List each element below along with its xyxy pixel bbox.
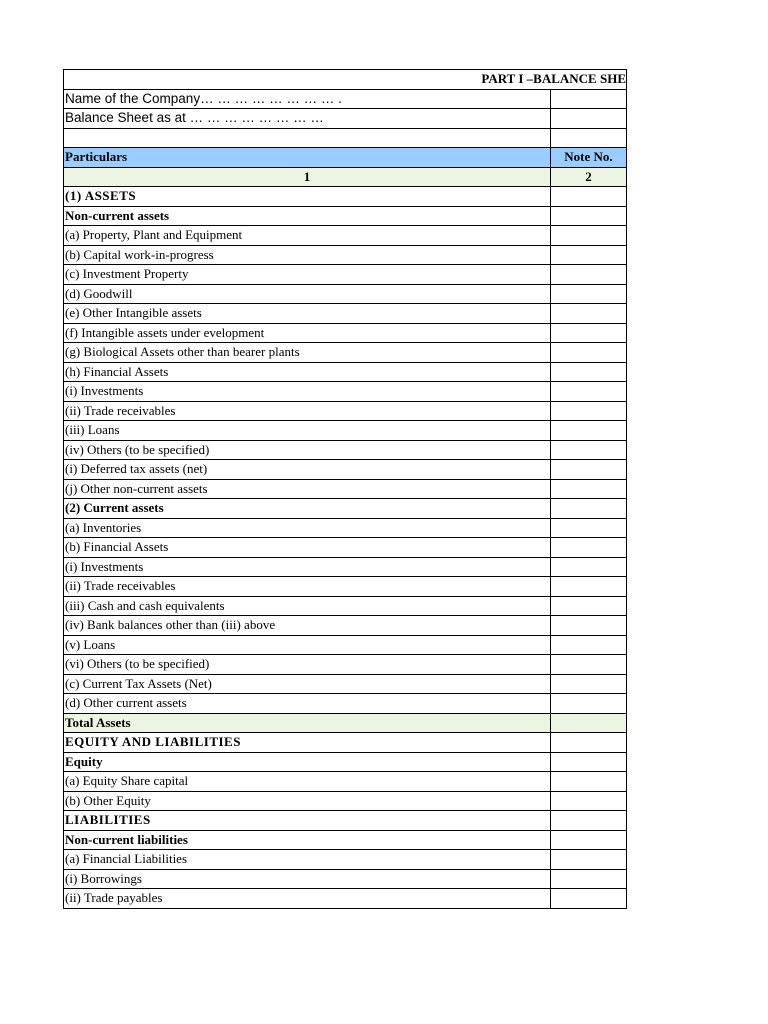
line-item-label[interactable]: EQUITY AND LIABILITIES xyxy=(64,733,551,753)
line-item-row xyxy=(64,479,627,499)
line-item-note-cell[interactable] xyxy=(551,518,627,538)
line-item-row xyxy=(64,752,627,772)
balance-sheet-table xyxy=(63,69,627,909)
line-item-label[interactable]: (b) Financial Assets xyxy=(64,538,551,558)
line-item-note-cell[interactable] xyxy=(551,694,627,714)
line-item-row xyxy=(64,596,627,616)
line-item-note-cell[interactable] xyxy=(551,616,627,636)
line-item-row xyxy=(64,616,627,636)
line-item-note-cell[interactable] xyxy=(551,772,627,792)
balance-sheet-date-row xyxy=(64,109,627,129)
line-item-row xyxy=(64,187,627,207)
line-item-note-cell[interactable] xyxy=(551,830,627,850)
line-item-label[interactable]: (a) Inventories xyxy=(64,518,551,538)
line-item-row xyxy=(64,635,627,655)
line-item-row xyxy=(64,421,627,441)
line-item-note-cell[interactable] xyxy=(551,245,627,265)
line-item-label[interactable]: (e) Other Intangible assets xyxy=(64,304,551,324)
line-item-label[interactable]: Non-current liabilities xyxy=(64,830,551,850)
line-item-note-cell[interactable] xyxy=(551,440,627,460)
company-name-label[interactable]: Name of the Company… … … … … … … … . xyxy=(64,89,551,109)
line-item-note-cell[interactable] xyxy=(551,284,627,304)
line-item-note-cell[interactable] xyxy=(551,187,627,207)
title-row xyxy=(64,70,627,90)
line-item-row xyxy=(64,304,627,324)
header-row xyxy=(64,148,627,168)
line-item-row xyxy=(64,440,627,460)
line-item-label[interactable]: (i) Borrowings xyxy=(64,869,551,889)
balance-sheet-date-note-cell[interactable] xyxy=(551,109,627,129)
line-item-label[interactable]: (h) Financial Assets xyxy=(64,362,551,382)
line-item-row xyxy=(64,206,627,226)
line-item-note-cell[interactable] xyxy=(551,733,627,753)
note-no-header[interactable]: Note No. xyxy=(551,148,627,168)
line-item-row xyxy=(64,850,627,870)
line-item-row xyxy=(64,538,627,558)
line-item-note-cell[interactable] xyxy=(551,577,627,597)
line-item-row xyxy=(64,557,627,577)
line-item-row xyxy=(64,889,627,909)
balance-sheet-date-label[interactable]: Balance Sheet as at … … … … … … … … xyxy=(64,109,551,129)
line-item-note-cell[interactable] xyxy=(551,460,627,480)
line-item-note-cell[interactable] xyxy=(551,655,627,675)
line-item-note-cell[interactable] xyxy=(551,479,627,499)
line-item-label[interactable]: (ii) Trade payables xyxy=(64,889,551,909)
blank-row xyxy=(64,128,627,148)
line-item-label[interactable]: (i) Investments xyxy=(64,382,551,402)
line-item-note-cell[interactable] xyxy=(551,304,627,324)
line-item-label[interactable]: Total Assets xyxy=(64,713,551,733)
line-item-label[interactable]: (iv) Others (to be specified) xyxy=(64,440,551,460)
line-item-label[interactable]: (f) Intangible assets under evelopment xyxy=(64,323,551,343)
balance-sheet-body xyxy=(64,70,627,909)
line-item-note-cell[interactable] xyxy=(551,889,627,909)
line-item-note-cell[interactable] xyxy=(551,401,627,421)
column-number-2[interactable]: 2 xyxy=(551,167,627,187)
line-item-row xyxy=(64,265,627,285)
line-item-label[interactable]: (iv) Bank balances other than (iii) above xyxy=(64,616,551,636)
line-item-label[interactable]: Non-current assets xyxy=(64,206,551,226)
line-item-note-cell[interactable] xyxy=(551,752,627,772)
line-item-label[interactable]: LIABILITIES xyxy=(64,811,551,831)
blank-cell[interactable] xyxy=(64,128,551,148)
line-item-note-cell[interactable] xyxy=(551,265,627,285)
line-item-note-cell[interactable] xyxy=(551,869,627,889)
line-item-row xyxy=(64,869,627,889)
line-item-note-cell[interactable] xyxy=(551,850,627,870)
total-row xyxy=(64,713,627,733)
line-item-note-cell[interactable] xyxy=(551,499,627,519)
column-number-row xyxy=(64,167,627,187)
line-item-note-cell[interactable] xyxy=(551,811,627,831)
line-item-note-cell[interactable] xyxy=(551,226,627,246)
line-item-row xyxy=(64,499,627,519)
line-item-label[interactable]: (2) Current assets xyxy=(64,499,551,519)
line-item-note-cell[interactable] xyxy=(551,323,627,343)
line-item-note-cell[interactable] xyxy=(551,713,627,733)
line-item-label[interactable]: (a) Equity Share capital xyxy=(64,772,551,792)
line-item-label[interactable]: (1) ASSETS xyxy=(64,187,551,207)
line-item-note-cell[interactable] xyxy=(551,362,627,382)
line-item-label[interactable]: (iii) Loans xyxy=(64,421,551,441)
line-item-label[interactable]: (j) Other non-current assets xyxy=(64,479,551,499)
line-item-label[interactable]: (v) Loans xyxy=(64,635,551,655)
line-item-note-cell[interactable] xyxy=(551,206,627,226)
line-item-label[interactable]: (iii) Cash and cash equivalents xyxy=(64,596,551,616)
line-item-row xyxy=(64,382,627,402)
line-item-label[interactable]: (a) Financial Liabilities xyxy=(64,850,551,870)
line-item-label[interactable]: (i) Investments xyxy=(64,557,551,577)
line-item-label[interactable]: (i) Deferred tax assets (net) xyxy=(64,460,551,480)
blank-note-cell[interactable] xyxy=(551,128,627,148)
line-item-note-cell[interactable] xyxy=(551,635,627,655)
line-item-label[interactable]: (ii) Trade receivables xyxy=(64,401,551,421)
line-item-row xyxy=(64,791,627,811)
line-item-row xyxy=(64,323,627,343)
line-item-row xyxy=(64,811,627,831)
line-item-label[interactable]: (d) Goodwill xyxy=(64,284,551,304)
sheet-title[interactable]: PART I –BALANCE SHE xyxy=(64,70,627,90)
line-item-note-cell[interactable] xyxy=(551,382,627,402)
line-item-row xyxy=(64,343,627,363)
line-item-row xyxy=(64,245,627,265)
company-name-row xyxy=(64,89,627,109)
line-item-label[interactable]: (ii) Trade receivables xyxy=(64,577,551,597)
line-item-label[interactable]: (c) Current Tax Assets (Net) xyxy=(64,674,551,694)
line-item-label[interactable]: (a) Property, Plant and Equipment xyxy=(64,226,551,246)
line-item-note-cell[interactable] xyxy=(551,538,627,558)
line-item-row xyxy=(64,518,627,538)
line-item-note-cell[interactable] xyxy=(551,596,627,616)
line-item-row xyxy=(64,577,627,597)
column-number-1[interactable]: 1 xyxy=(64,167,551,187)
line-item-row xyxy=(64,401,627,421)
line-item-row xyxy=(64,733,627,753)
line-item-label[interactable]: (b) Other Equity xyxy=(64,791,551,811)
line-item-row xyxy=(64,655,627,675)
line-item-label[interactable]: (g) Biological Assets other than bearer plants xyxy=(64,343,551,363)
line-item-row xyxy=(64,694,627,714)
line-item-row xyxy=(64,830,627,850)
particulars-header[interactable]: Particulars xyxy=(64,148,551,168)
line-item-note-cell[interactable] xyxy=(551,557,627,577)
line-item-label[interactable]: (vi) Others (to be specified) xyxy=(64,655,551,675)
line-item-note-cell[interactable] xyxy=(551,421,627,441)
line-item-row xyxy=(64,772,627,792)
line-item-label[interactable]: (d) Other current assets xyxy=(64,694,551,714)
line-item-note-cell[interactable] xyxy=(551,343,627,363)
line-item-row xyxy=(64,674,627,694)
line-item-label[interactable]: (b) Capital work-in-progress xyxy=(64,245,551,265)
line-item-row xyxy=(64,226,627,246)
line-item-note-cell[interactable] xyxy=(551,791,627,811)
line-item-row xyxy=(64,362,627,382)
line-item-label[interactable]: (c) Investment Property xyxy=(64,265,551,285)
company-name-note-cell[interactable] xyxy=(551,89,627,109)
line-item-row xyxy=(64,284,627,304)
line-item-label[interactable]: Equity xyxy=(64,752,551,772)
line-item-row xyxy=(64,460,627,480)
line-item-note-cell[interactable] xyxy=(551,674,627,694)
